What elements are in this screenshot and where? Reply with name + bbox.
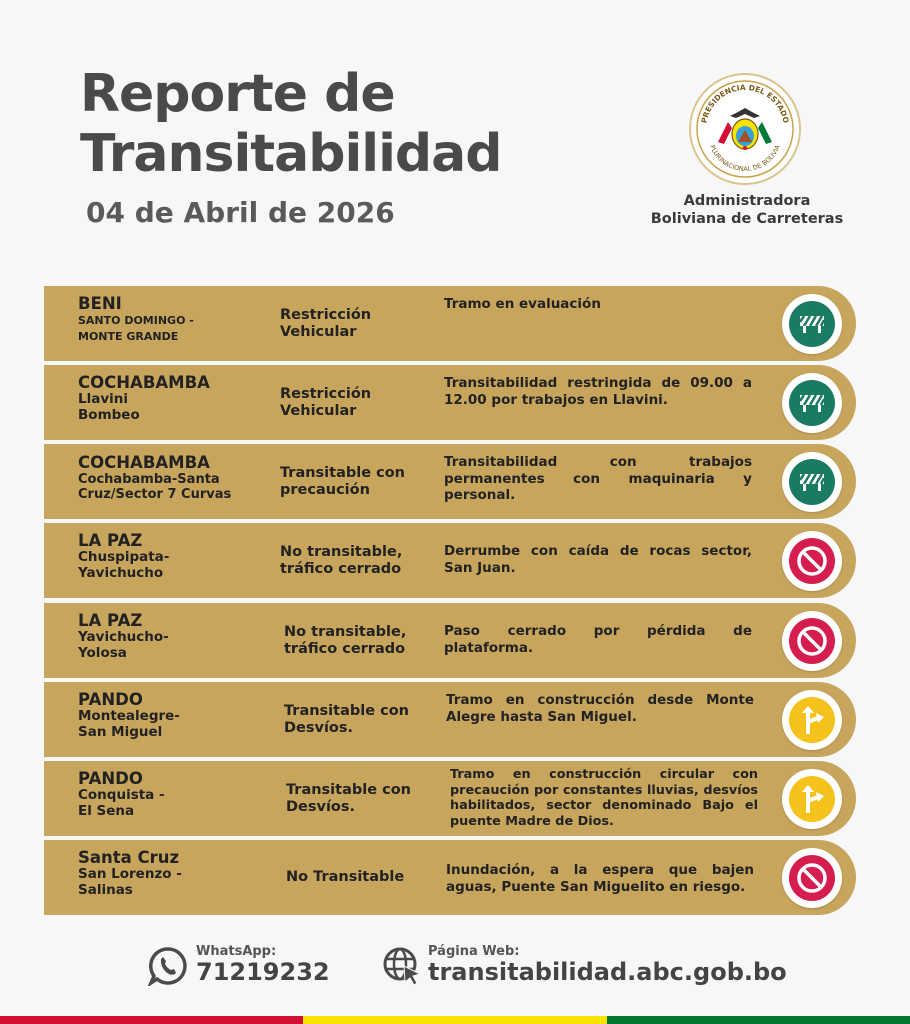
status-text: Restricción Vehicular xyxy=(280,385,372,419)
flag-stripe-red xyxy=(0,1016,303,1024)
no-entry-icon xyxy=(795,861,829,895)
department: COCHABAMBA xyxy=(78,453,210,472)
description: Tramo en evaluación xyxy=(444,296,601,312)
status-text: Transitable con Desvíos. xyxy=(286,781,411,815)
description: Tramo en construcción circular con precaución por constantes lluvias, desvíos habilitados, sector denominado Bajo el puente Madre de Dios. xyxy=(450,767,758,829)
page-title xyxy=(80,64,501,184)
web-label: Página Web: xyxy=(428,944,520,959)
route-row xyxy=(44,603,856,678)
description: Transitabilidad restringida de 09.00 a 12.00 por trabajos en Llavini. xyxy=(444,375,752,408)
road-barrier-icon xyxy=(797,470,827,494)
route-row xyxy=(44,365,856,440)
sector: San Lorenzo - Salinas xyxy=(78,866,182,898)
status xyxy=(286,761,446,836)
location xyxy=(78,769,268,819)
sector: Yavichucho-Yolosa xyxy=(78,629,169,661)
status-badge xyxy=(782,769,842,829)
status-text: No transitable, tráfico cerrado xyxy=(280,543,403,577)
no-entry-icon xyxy=(795,544,829,578)
department: COCHABAMBA xyxy=(78,373,210,392)
seal-top-text: PRESIDENCIA DEL ESTADO xyxy=(699,82,791,124)
title-line-2: Transitabilidad xyxy=(80,124,502,184)
status-badge xyxy=(782,531,842,591)
status xyxy=(280,523,440,598)
status-badge xyxy=(782,611,842,671)
road-barrier-icon xyxy=(797,312,827,336)
department: PANDO xyxy=(78,769,143,788)
location xyxy=(78,453,268,502)
whatsapp-icon xyxy=(148,946,188,986)
route-row xyxy=(44,761,856,836)
status-badge xyxy=(782,690,842,750)
description: Derrumbe con caída de rocas sector, San Juan. xyxy=(444,543,752,576)
status xyxy=(284,682,444,757)
org-line-2: Boliviana de Carreteras xyxy=(650,211,844,227)
status-badge xyxy=(782,848,842,908)
status-badge xyxy=(782,294,842,354)
organization-name xyxy=(640,192,854,228)
route-row xyxy=(44,444,856,519)
sector: SANTO DOMINGO - MONTE GRANDE xyxy=(78,314,194,343)
status xyxy=(284,603,444,678)
department: LA PAZ xyxy=(78,611,143,630)
route-row xyxy=(44,286,856,361)
route-row xyxy=(44,682,856,757)
whatsapp-number[interactable]: 71219232 xyxy=(196,958,330,986)
flag-stripe-yellow xyxy=(303,1016,607,1024)
road-barrier-icon xyxy=(797,391,827,415)
location xyxy=(78,294,268,345)
sector: Conquista - El Sena xyxy=(78,787,165,819)
status-badge xyxy=(782,452,842,512)
status-text: Transitable con precaución xyxy=(280,464,405,498)
status xyxy=(280,286,440,361)
status xyxy=(286,840,446,915)
sector: Montealegre-San Miguel xyxy=(78,708,180,740)
status xyxy=(280,444,440,519)
description: Inundación, a la espera que bajen aguas, Puente San Miguelito en riesgo. xyxy=(446,862,754,895)
sector: Llavini Bombeo xyxy=(78,391,140,423)
coat-of-arms-seal xyxy=(688,72,802,186)
status-text: No Transitable xyxy=(286,869,405,885)
org-line-1: Administradora xyxy=(683,193,811,209)
status-text: No transitable, tráfico cerrado xyxy=(284,623,407,657)
title-line-1: Reporte de xyxy=(80,64,395,124)
sector: Cochabamba-Santa Cruz/Sector 7 Curvas xyxy=(78,472,232,502)
description: Transitabilidad con trabajos permanentes con maquinaria y personal. xyxy=(444,454,752,503)
location xyxy=(78,690,268,740)
description: Tramo en construcción desde Monte Alegre hasta San Miguel. xyxy=(446,692,754,725)
report-date: 04 de Abril de 2026 xyxy=(86,196,395,229)
seal-bottom-text: PLURINACIONAL DE BOLIVIA xyxy=(708,143,782,174)
web-url[interactable]: transitabilidad.abc.gob.bo xyxy=(428,958,787,986)
status-text: Restricción Vehicular xyxy=(280,306,372,340)
description: Paso cerrado por pérdida de plataforma. xyxy=(444,623,752,656)
route-row xyxy=(44,523,856,598)
globe-cursor-icon xyxy=(382,946,422,986)
department: PANDO xyxy=(78,690,143,709)
department: BENI xyxy=(78,294,122,313)
location xyxy=(78,373,268,423)
detour-arrow-icon xyxy=(798,783,826,815)
location xyxy=(78,848,268,898)
location xyxy=(78,611,268,661)
detour-arrow-icon xyxy=(798,704,826,736)
route-row xyxy=(44,840,856,915)
department: Santa Cruz xyxy=(78,848,180,867)
status-text: Transitable con Desvíos. xyxy=(284,702,409,736)
location xyxy=(78,531,268,581)
status-badge xyxy=(782,373,842,433)
whatsapp-label: WhatsApp: xyxy=(196,944,277,959)
sector: Chuspipata-Yavichucho xyxy=(78,549,170,581)
department: LA PAZ xyxy=(78,531,143,550)
flag-stripe-green xyxy=(607,1016,910,1024)
status xyxy=(280,365,440,440)
no-entry-icon xyxy=(795,624,829,658)
